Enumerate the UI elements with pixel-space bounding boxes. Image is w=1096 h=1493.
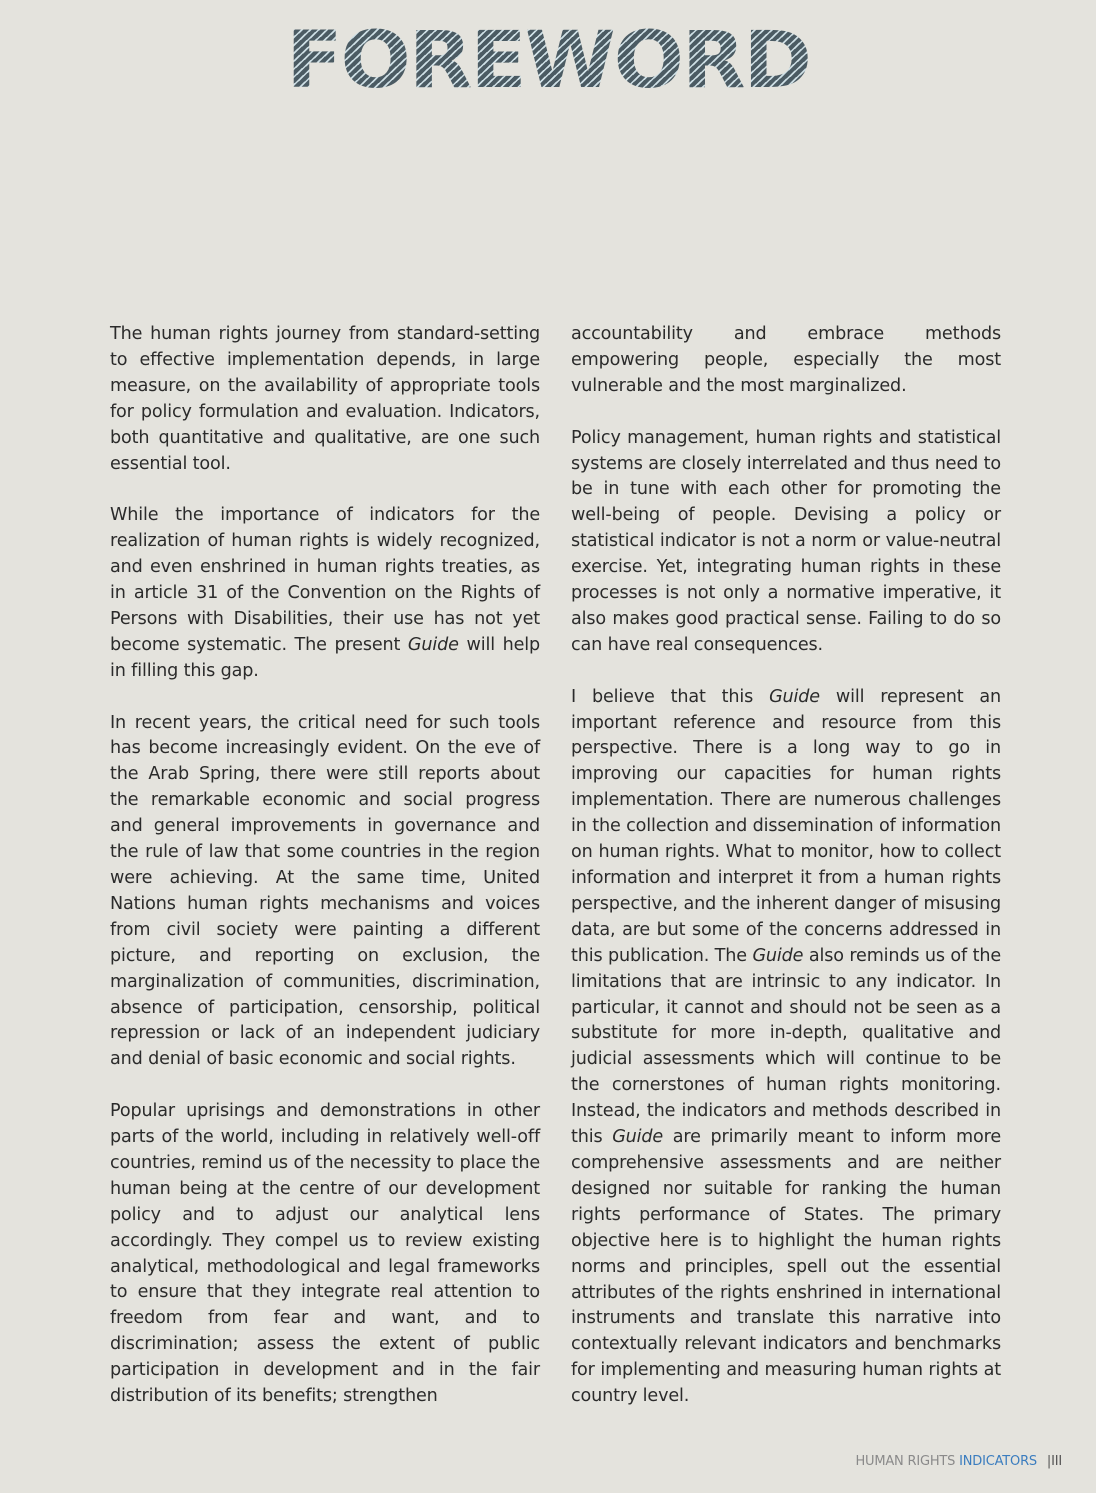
left-column (110, 322, 540, 1410)
page-number: III (1051, 1454, 1062, 1469)
page-footer (855, 1454, 1062, 1469)
paragraph: Policy management, human rights and statistical systems are closely interrelated and thus need to be in tune with each other for promoting the well-being of people. Devising a policy or statistical indicator is not a norm or value-neutral exercise. Yet, integrating human rights in these processes is not only a normative imperative, it also makes good practical sense. Failing to do so can have real consequences. (571, 427, 1001, 655)
paragraph: Popular uprisings and demonstrations in other parts of the world, including in relatively well-off countries, remind us of the necessity to place the human being at the centre of our development policy and to adjust our analytical lens accordingly. They compel us to review existing analytical, methodological and legal frameworks to ensure that they integrate real attention to freedom from fear and want, and to discrimination; assess the extent of public participation in development and in the fair distribution of its benefits; strengthen (110, 1101, 540, 1407)
italic-title: Guide (769, 686, 820, 707)
paragraph (110, 503, 540, 684)
paragraph: accountability and embrace methods empowering people, especially the most vulnerable and the most marginalized. (571, 324, 1001, 396)
right-column (571, 322, 1001, 1410)
text-run: While the importance of indicators for the realization of human rights is widely recognized, and even enshrined in human rights treaties, as in article 31 of the Convention on the Rights of Persons with Disabilities, their use has not yet become systematic. The present (110, 505, 540, 655)
paragraph: In recent years, the critical need for such tools has become increasingly evident. On the eve of the Arab Spring, there were still reports about the remarkable economic and social progress and general improvements in governance and the rule of law that some countries in the region were achieving. At the same time, United Nations human rights mechanisms and voices from civil society were painting a different picture, and reporting on exclusion, the marginalization of communities, discrimination, absence of participation, censorship, political repression or lack of an independent judiciary and denial of basic economic and social rights. (110, 712, 540, 1070)
text-run: will help in filling this gap. (110, 634, 540, 681)
text-run: are primarily meant to inform more comprehensive assessments and are neither designed nor suitable for ranking the human rights performance of States. The primary objective here is to highlight the human rights norms and principles, spell out the essential attributes of the rights enshrined in international instruments and translate this narrative into contextually relevant indicators and benchmarks for implementing and measuring human rights at country level. (571, 1127, 1001, 1407)
paragraph (571, 685, 1001, 1410)
footer-series-gray: HUMAN RIGHTS (855, 1454, 956, 1469)
italic-title: Guide (407, 634, 459, 655)
footer-separator: | (1046, 1454, 1052, 1469)
page-title: FOREWORD (286, 16, 810, 106)
title-wrapper (0, 16, 1096, 106)
text-run: also reminds us of the limitations that are intrinsic to any indicator. In particular, it cannot and should not be seen as a substitute for more in-depth, qualitative and judicial assessments which will continue to be the cornerstones of human rights monitoring. Instead, the indicators and methods described in this (571, 945, 1001, 1148)
italic-title: Guide (752, 945, 804, 966)
footer-series-blue: INDICATORS (959, 1454, 1037, 1469)
paragraph: The human rights journey from standard-setting to effective implementation depends, in large measure, on the availability of appropriate tools for policy formulation and evaluation. Indicators, both quantitative and qualitative, are one such essential tool. (110, 324, 540, 474)
italic-title: Guide (612, 1127, 664, 1148)
text-run: will represent an important reference and resource from this perspective. There is a long way to go in improving our capacities for human rights implementation. There are numerous challenges in the collection and dissemination of information on human rights. What to monitor, how to collect information and interpret it from a human rights perspective, and the inherent danger of misusing data, are but some of the concerns addressed in this publication. The (571, 686, 1001, 966)
text-run: I believe that this (571, 686, 770, 707)
